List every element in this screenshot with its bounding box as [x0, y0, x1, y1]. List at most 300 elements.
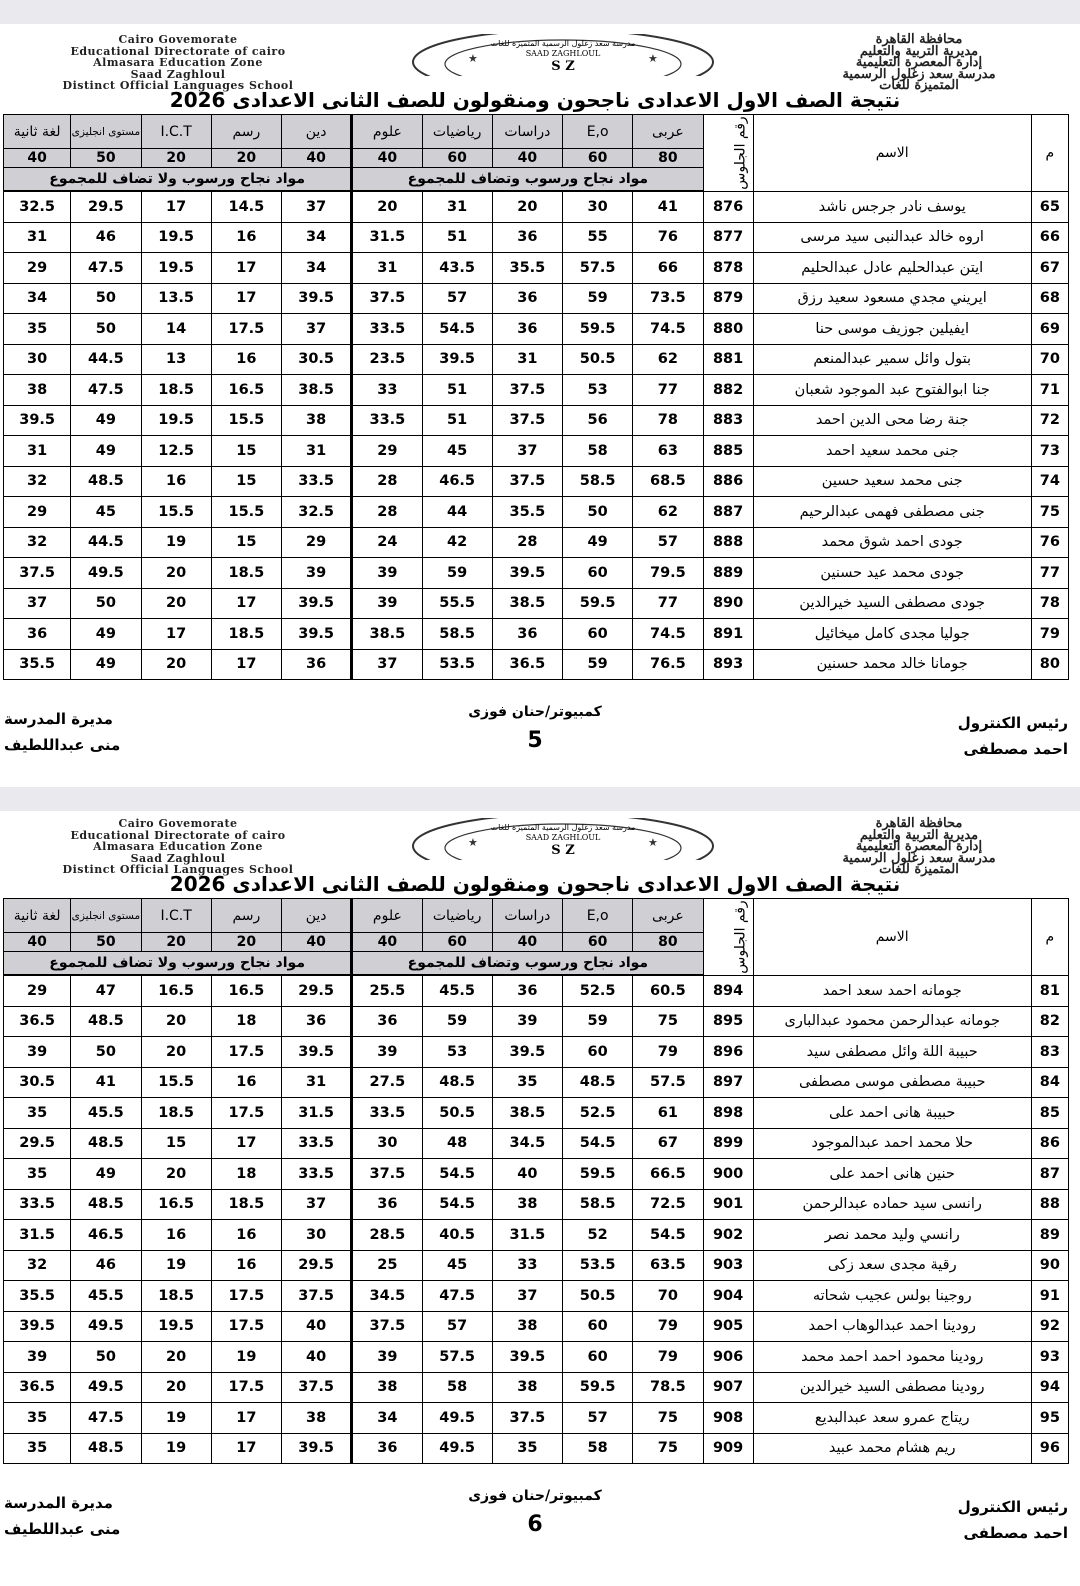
- col-eo: E,o: [563, 115, 633, 149]
- max-mark-second-lang: 40: [4, 933, 71, 952]
- cell-second-lang: 33.5: [4, 1189, 71, 1220]
- col-arabic: عربى: [633, 899, 703, 933]
- cell-m: 69: [1031, 314, 1068, 345]
- cell-religion: 33.5: [282, 466, 352, 497]
- cell-religion: 39.5: [282, 1037, 352, 1068]
- star-icon: ★: [468, 52, 478, 65]
- cell-name: رانسى سيد حماده عبدالرحمن: [753, 1189, 1031, 1220]
- top-band: [0, 0, 1080, 24]
- col-drawing: رسم: [211, 115, 281, 149]
- cell-english-level: 48.5: [71, 1128, 141, 1159]
- cell-arabic: 79: [633, 1037, 703, 1068]
- cell-ict: 17: [141, 191, 211, 222]
- cell-name: اروه خالد عبدالنبى سيد مرسى: [753, 222, 1031, 253]
- cell-arabic: 75: [633, 1403, 703, 1434]
- cell-math: 57: [422, 283, 492, 314]
- header-english-line: Educational Directorate of cairo: [70, 44, 286, 58]
- cell-eo: 53: [563, 375, 633, 406]
- cell-drawing: 17.5: [211, 1037, 281, 1068]
- cell-studies: 39.5: [492, 1037, 562, 1068]
- header-arabic-line: مدرسة سعد زغلول الرسمية: [842, 850, 996, 866]
- cell-seat: 889: [703, 558, 753, 589]
- cell-arabic: 77: [633, 375, 703, 406]
- cell-eo: 60: [563, 619, 633, 650]
- cell-math: 45: [422, 1250, 492, 1281]
- cell-seat: 903: [703, 1250, 753, 1281]
- max-mark-english-level: 50: [71, 149, 141, 168]
- cell-second-lang: 35.5: [4, 1281, 71, 1312]
- table-row: [4, 588, 1069, 619]
- cell-english-level: 49: [71, 436, 141, 467]
- cell-math: 57: [422, 1311, 492, 1342]
- cell-name: رودينا مصطفى السيد خيرالدين: [753, 1372, 1031, 1403]
- cell-second-lang: 39.5: [4, 405, 71, 436]
- cell-english-level: 46.5: [71, 1220, 141, 1251]
- cell-english-level: 44.5: [71, 527, 141, 558]
- cell-studies: 36.5: [492, 649, 562, 680]
- cell-science: 33.5: [352, 405, 422, 436]
- cell-religion: 33.5: [282, 1159, 352, 1190]
- cell-religion: 32.5: [282, 497, 352, 528]
- cell-second-lang: 35: [4, 1433, 71, 1464]
- cell-eo: 53.5: [563, 1250, 633, 1281]
- logo-school-name: SAAD ZAGHLOUL: [525, 833, 601, 842]
- cell-ict: 16.5: [141, 1189, 211, 1220]
- cell-drawing: 16: [211, 1220, 281, 1251]
- cell-seat: 906: [703, 1342, 753, 1373]
- cell-m: 80: [1031, 649, 1068, 680]
- max-mark-ict: 20: [141, 933, 211, 952]
- cell-eo: 59.5: [563, 1372, 633, 1403]
- cell-m: 71: [1031, 375, 1068, 406]
- cell-science: 31: [352, 253, 422, 284]
- cell-drawing: 17.5: [211, 1281, 281, 1312]
- cell-math: 54.5: [422, 314, 492, 345]
- col-seat-number: رقم الجلوس: [703, 115, 753, 192]
- cell-second-lang: 35: [4, 1098, 71, 1129]
- cell-english-level: 49.5: [71, 1311, 141, 1342]
- cell-eo: 52.5: [563, 975, 633, 1006]
- cell-eo: 58.5: [563, 1189, 633, 1220]
- cell-arabic: 78: [633, 405, 703, 436]
- cell-name: روجينا بولس عجيب شحاته: [753, 1281, 1031, 1312]
- cell-ict: 20: [141, 1342, 211, 1373]
- cell-eo: 56: [563, 405, 633, 436]
- cell-english-level: 46: [71, 222, 141, 253]
- star-icon: ★: [468, 836, 478, 849]
- group-added: مواد نجاح ورسوب وتضاف للمجموع: [352, 168, 703, 192]
- cell-english-level: 50: [71, 1342, 141, 1373]
- header-arabic-line: إدارة المعصرة التعليمية: [855, 55, 983, 70]
- cell-science: 30: [352, 1128, 422, 1159]
- col-studies: دراسات: [492, 899, 562, 933]
- max-mark-science: 40: [352, 149, 422, 168]
- cell-religion: 29: [282, 527, 352, 558]
- cell-ict: 15.5: [141, 1067, 211, 1098]
- cell-ict: 19.5: [141, 1311, 211, 1342]
- school-logo: [398, 818, 728, 860]
- header-english-line: Saad Zaghloul: [130, 851, 226, 865]
- results-table: [3, 898, 1069, 1464]
- cell-science: 37.5: [352, 1311, 422, 1342]
- max-mark-drawing: 20: [211, 933, 281, 952]
- cell-name: جوليا مجدى كامل ميخائيل: [753, 619, 1031, 650]
- cell-ict: 19: [141, 527, 211, 558]
- cell-math: 48.5: [422, 1067, 492, 1098]
- cell-arabic: 73.5: [633, 283, 703, 314]
- col-second-lang: لغة ثانية: [4, 899, 71, 933]
- max-mark-studies: 40: [492, 933, 562, 952]
- logo-school-name: SAAD ZAGHLOUL: [525, 49, 601, 58]
- cell-science: 28.5: [352, 1220, 422, 1251]
- cell-religion: 29.5: [282, 975, 352, 1006]
- cell-m: 82: [1031, 1006, 1068, 1037]
- cell-m: 65: [1031, 191, 1068, 222]
- cell-science: 25: [352, 1250, 422, 1281]
- cell-eo: 57: [563, 1403, 633, 1434]
- cell-drawing: 18.5: [211, 558, 281, 589]
- max-mark-math: 60: [422, 149, 492, 168]
- cell-studies: 31: [492, 344, 562, 375]
- max-mark-eo: 60: [563, 933, 633, 952]
- cell-science: 36: [352, 1189, 422, 1220]
- cell-studies: 37.5: [492, 1403, 562, 1434]
- col-second-lang: لغة ثانية: [4, 115, 71, 149]
- cell-m: 78: [1031, 588, 1068, 619]
- cell-drawing: 16: [211, 1067, 281, 1098]
- cell-religion: 40: [282, 1311, 352, 1342]
- cell-math: 45.5: [422, 975, 492, 1006]
- max-mark-arabic: 80: [633, 933, 703, 952]
- cell-science: 39: [352, 1342, 422, 1373]
- star-icon: ★: [648, 52, 658, 65]
- star-icon: ★: [648, 836, 658, 849]
- header-english-line: Distinct Official Languages School: [62, 79, 294, 92]
- table-row: [4, 1311, 1069, 1342]
- table-row: [4, 1403, 1069, 1434]
- table-row: [4, 1128, 1069, 1159]
- cell-english-level: 47.5: [71, 253, 141, 284]
- cell-name: ريم هشام محمد عبيد: [753, 1433, 1031, 1464]
- cell-seat: 887: [703, 497, 753, 528]
- cell-religion: 36: [282, 1006, 352, 1037]
- cell-studies: 34.5: [492, 1128, 562, 1159]
- cell-eo: 58.5: [563, 466, 633, 497]
- page-title: نتيجة الصف الاول الاعدادى ناجحون ومنقولون للصف الثانى الاعدادى 2026: [169, 872, 901, 896]
- table-row: [4, 527, 1069, 558]
- cell-science: 39: [352, 588, 422, 619]
- cell-english-level: 48.5: [71, 466, 141, 497]
- max-mark-studies: 40: [492, 149, 562, 168]
- cell-english-level: 49.5: [71, 558, 141, 589]
- table-row: [4, 975, 1069, 1006]
- cell-math: 55.5: [422, 588, 492, 619]
- cell-drawing: 15: [211, 466, 281, 497]
- cell-seat: 901: [703, 1189, 753, 1220]
- cell-ict: 18.5: [141, 1281, 211, 1312]
- cell-seat: 880: [703, 314, 753, 345]
- cell-drawing: 16: [211, 222, 281, 253]
- cell-seat: 881: [703, 344, 753, 375]
- cell-ict: 19: [141, 1403, 211, 1434]
- cell-arabic: 74.5: [633, 619, 703, 650]
- cell-name: جنى محمد سعيد احمد: [753, 436, 1031, 467]
- page-number: 6: [527, 1512, 543, 1537]
- cell-second-lang: 37: [4, 588, 71, 619]
- school-logo: [398, 34, 728, 76]
- col-math: رياضيات: [422, 115, 492, 149]
- cell-arabic: 61: [633, 1098, 703, 1129]
- cell-seat: 905: [703, 1311, 753, 1342]
- cell-math: 49.5: [422, 1433, 492, 1464]
- cell-second-lang: 35: [4, 1159, 71, 1190]
- cell-m: 96: [1031, 1433, 1068, 1464]
- cell-science: 38.5: [352, 619, 422, 650]
- cell-m: 92: [1031, 1311, 1068, 1342]
- cell-science: 36: [352, 1006, 422, 1037]
- cell-studies: 35: [492, 1433, 562, 1464]
- cell-religion: 33.5: [282, 1128, 352, 1159]
- cell-m: 88: [1031, 1189, 1068, 1220]
- cell-religion: 39: [282, 558, 352, 589]
- cell-science: 27.5: [352, 1067, 422, 1098]
- cell-seat: 904: [703, 1281, 753, 1312]
- cell-math: 45: [422, 436, 492, 467]
- table-row: [4, 1067, 1069, 1098]
- control-head-signature: [958, 1494, 1068, 1546]
- cell-second-lang: 36.5: [4, 1006, 71, 1037]
- cell-ict: 16.5: [141, 975, 211, 1006]
- logo-initials: S Z: [551, 59, 575, 74]
- cell-english-level: 48.5: [71, 1433, 141, 1464]
- cell-arabic: 74.5: [633, 314, 703, 345]
- computer-operator: كمبيوتر/حنان فوزى: [468, 1488, 602, 1504]
- cell-math: 39.5: [422, 344, 492, 375]
- cell-religion: 34: [282, 253, 352, 284]
- cell-english-level: 50: [71, 588, 141, 619]
- cell-science: 37.5: [352, 1159, 422, 1190]
- cell-eo: 60: [563, 1342, 633, 1373]
- cell-second-lang: 38: [4, 375, 71, 406]
- header-arabic-line: مديرية التربية والتعليم: [859, 827, 979, 843]
- cell-studies: 37.5: [492, 405, 562, 436]
- principal-title: مديرة المدرسة: [4, 710, 113, 728]
- table-row: [4, 1281, 1069, 1312]
- cell-seat: 885: [703, 436, 753, 467]
- cell-second-lang: 36.5: [4, 1372, 71, 1403]
- cell-name: جومانه احمد سعد احمد: [753, 975, 1031, 1006]
- cell-seat: 908: [703, 1403, 753, 1434]
- cell-eo: 48.5: [563, 1067, 633, 1098]
- max-mark-religion: 40: [282, 933, 352, 952]
- cell-drawing: 17.5: [211, 1098, 281, 1129]
- col-religion: دين: [282, 899, 352, 933]
- cell-science: 38: [352, 1372, 422, 1403]
- cell-religion: 38: [282, 405, 352, 436]
- cell-ict: 19.5: [141, 405, 211, 436]
- cell-ict: 17: [141, 619, 211, 650]
- cell-english-level: 47.5: [71, 1403, 141, 1434]
- cell-english-level: 49: [71, 405, 141, 436]
- cell-religion: 37.5: [282, 1281, 352, 1312]
- header-english-line: Cairo Govemorate: [118, 817, 238, 830]
- col-name: الاسم: [753, 899, 1031, 976]
- results-table: [3, 114, 1069, 680]
- cell-math: 40.5: [422, 1220, 492, 1251]
- cell-ict: 16: [141, 466, 211, 497]
- cell-drawing: 15.5: [211, 497, 281, 528]
- cell-arabic: 41: [633, 191, 703, 222]
- cell-english-level: 41: [71, 1067, 141, 1098]
- table-header-row: [4, 115, 1069, 149]
- cell-name: جومانا خالد محمد حسنين: [753, 649, 1031, 680]
- cell-name: ايتن عبدالحليم عادل عبدالحليم: [753, 253, 1031, 284]
- result-page: [0, 34, 1080, 798]
- cell-studies: 39.5: [492, 558, 562, 589]
- cell-math: 59: [422, 1006, 492, 1037]
- header-arabic-line: مديرية التربية والتعليم: [859, 43, 979, 59]
- cell-arabic: 62: [633, 344, 703, 375]
- cell-english-level: 50: [71, 314, 141, 345]
- cell-ict: 20: [141, 558, 211, 589]
- cell-ict: 19: [141, 1250, 211, 1281]
- cell-religion: 37: [282, 1189, 352, 1220]
- principal-title: مديرة المدرسة: [4, 1494, 113, 1512]
- cell-name: رانسي وليد محمد نصر: [753, 1220, 1031, 1251]
- cell-drawing: 17: [211, 1433, 281, 1464]
- cell-math: 48: [422, 1128, 492, 1159]
- col-english-level: مستوى انجليزى: [71, 899, 141, 933]
- cell-religion: 29.5: [282, 1250, 352, 1281]
- cell-ict: 14: [141, 314, 211, 345]
- cell-seat: 876: [703, 191, 753, 222]
- cell-drawing: 16.5: [211, 975, 281, 1006]
- cell-m: 95: [1031, 1403, 1068, 1434]
- cell-name: حبيبة اللة وائل مصطفى سيد: [753, 1037, 1031, 1068]
- cell-english-level: 48.5: [71, 1189, 141, 1220]
- col-arabic: عربى: [633, 115, 703, 149]
- logo-arc-text: مدرسة سعد زغلول الرسمية المتميزة للغات: [490, 823, 636, 832]
- cell-studies: 28: [492, 527, 562, 558]
- principal-signature: [4, 706, 120, 758]
- table-row: [4, 405, 1069, 436]
- cell-eo: 59.5: [563, 588, 633, 619]
- cell-seat: 898: [703, 1098, 753, 1129]
- col-math: رياضيات: [422, 899, 492, 933]
- cell-m: 90: [1031, 1250, 1068, 1281]
- col-seat-number: رقم الجلوس: [703, 899, 753, 976]
- cell-eo: 60: [563, 1311, 633, 1342]
- cell-math: 57.5: [422, 1342, 492, 1373]
- cell-seat: 879: [703, 283, 753, 314]
- cell-ict: 12.5: [141, 436, 211, 467]
- cell-second-lang: 31.5: [4, 1220, 71, 1251]
- cell-second-lang: 39.5: [4, 1311, 71, 1342]
- col-english-level: مستوى انجليزى: [71, 115, 141, 149]
- cell-ict: 18.5: [141, 375, 211, 406]
- cell-seat: 891: [703, 619, 753, 650]
- header-english: [2, 34, 354, 92]
- cell-ict: 18.5: [141, 1098, 211, 1129]
- cell-drawing: 15: [211, 436, 281, 467]
- cell-drawing: 17: [211, 1403, 281, 1434]
- table-row: [4, 314, 1069, 345]
- cell-english-level: 50: [71, 1037, 141, 1068]
- cell-eo: 59.5: [563, 314, 633, 345]
- cell-eo: 59: [563, 649, 633, 680]
- cell-english-level: 47: [71, 975, 141, 1006]
- principal-name: منى عبداللطيف: [4, 736, 121, 754]
- cell-drawing: 17: [211, 283, 281, 314]
- cell-drawing: 14.5: [211, 191, 281, 222]
- cell-name: حلا محمد احمد عبدالموجود: [753, 1128, 1031, 1159]
- cell-religion: 31: [282, 1067, 352, 1098]
- cell-seat: 896: [703, 1037, 753, 1068]
- cell-seat: 907: [703, 1372, 753, 1403]
- cell-math: 59: [422, 558, 492, 589]
- cell-second-lang: 39: [4, 1342, 71, 1373]
- cell-math: 51: [422, 375, 492, 406]
- col-science: علوم: [352, 115, 422, 149]
- max-mark-religion: 40: [282, 149, 352, 168]
- cell-studies: 37.5: [492, 375, 562, 406]
- cell-eo: 54.5: [563, 1128, 633, 1159]
- cell-arabic: 79: [633, 1342, 703, 1373]
- cell-science: 39: [352, 1037, 422, 1068]
- cell-m: 68: [1031, 283, 1068, 314]
- cell-ict: 19.5: [141, 222, 211, 253]
- cell-second-lang: 37.5: [4, 558, 71, 589]
- cell-drawing: 16.5: [211, 375, 281, 406]
- logo-initials: S Z: [551, 843, 575, 858]
- cell-science: 23.5: [352, 344, 422, 375]
- cell-m: 83: [1031, 1037, 1068, 1068]
- cell-name: حنين هانى احمد على: [753, 1159, 1031, 1190]
- cell-second-lang: 30.5: [4, 1067, 71, 1098]
- cell-science: 29: [352, 436, 422, 467]
- cell-seat: 909: [703, 1433, 753, 1464]
- cell-religion: 37.5: [282, 1372, 352, 1403]
- group-not-added: مواد نجاح ورسوب ولا تضاف للمجموع: [4, 168, 352, 192]
- cell-studies: 40: [492, 1159, 562, 1190]
- cell-m: 74: [1031, 466, 1068, 497]
- table-row: [4, 344, 1069, 375]
- cell-religion: 31.5: [282, 1098, 352, 1129]
- control-head-name: احمد مصطفى: [963, 1524, 1068, 1542]
- header-english-line: Almasara Education Zone: [93, 840, 263, 853]
- cell-ict: 20: [141, 649, 211, 680]
- col-eo: E,o: [563, 899, 633, 933]
- cell-m: 75: [1031, 497, 1068, 528]
- cell-seat: 894: [703, 975, 753, 1006]
- cell-seat: 890: [703, 588, 753, 619]
- header-arabic-line: إدارة المعصرة التعليمية: [855, 839, 983, 854]
- cell-science: 28: [352, 466, 422, 497]
- max-mark-second-lang: 40: [4, 149, 71, 168]
- cell-drawing: 17: [211, 649, 281, 680]
- cell-second-lang: 29.5: [4, 1128, 71, 1159]
- cell-science: 39: [352, 558, 422, 589]
- cell-math: 58.5: [422, 619, 492, 650]
- max-mark-drawing: 20: [211, 149, 281, 168]
- cell-drawing: 17: [211, 253, 281, 284]
- cell-drawing: 16: [211, 344, 281, 375]
- cell-science: 33.5: [352, 1098, 422, 1129]
- cell-studies: 35: [492, 1067, 562, 1098]
- cell-eo: 52.5: [563, 1098, 633, 1129]
- cell-religion: 30.5: [282, 344, 352, 375]
- header-arabic-line: محافظة القاهرة: [875, 32, 963, 47]
